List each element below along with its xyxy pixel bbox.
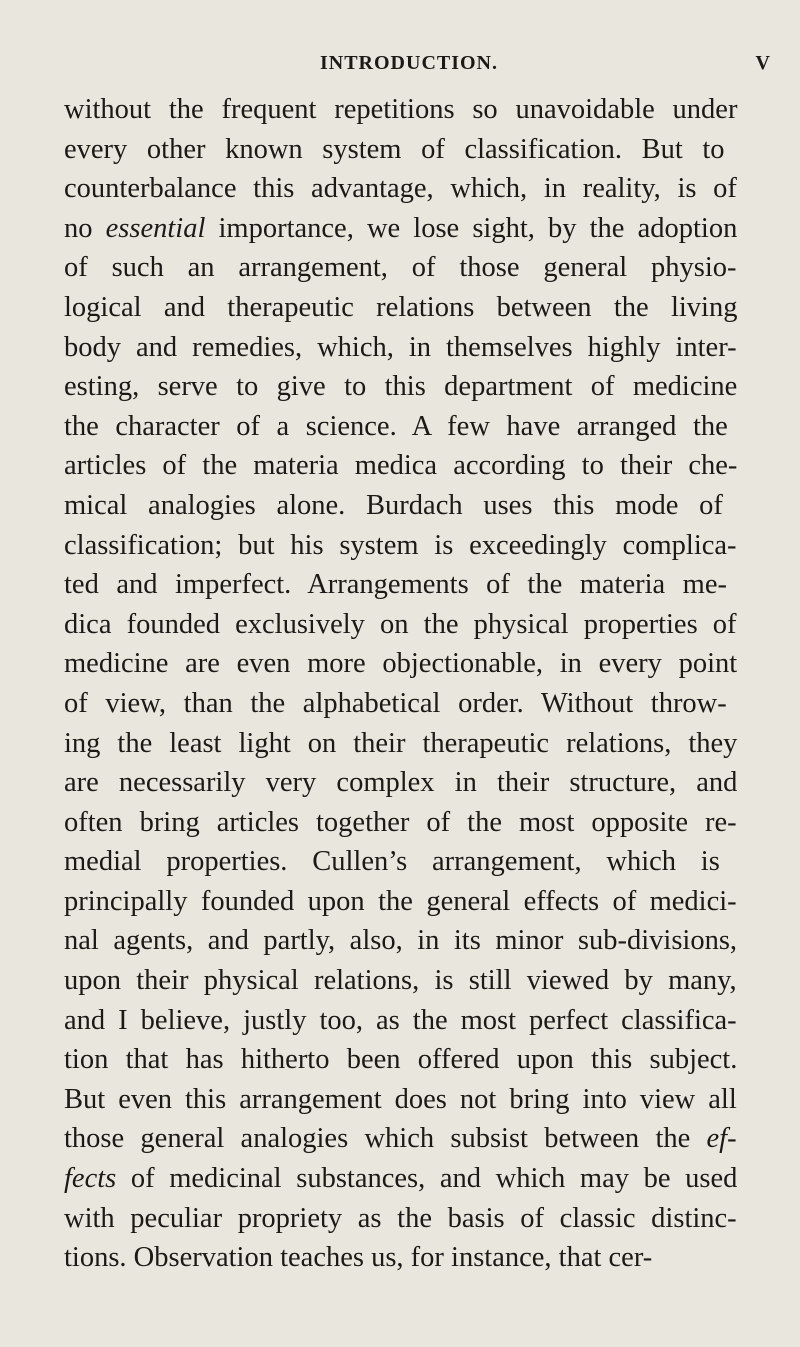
text-run: no bbox=[64, 212, 106, 244]
italic-text: fects bbox=[64, 1163, 117, 1195]
italic-text: essential bbox=[105, 212, 206, 244]
page-number: V bbox=[755, 52, 770, 74]
running-head bbox=[0, 52, 800, 82]
text-run: those general analogies which subsist between the bbox=[64, 1123, 707, 1155]
text-run: importance, we lose sight, by the adoption bbox=[205, 212, 738, 244]
italic-text: ef- bbox=[706, 1123, 737, 1155]
book-page: INTRODUCTION. V without the frequent repetitions so unavoidable under every other known system of classification. But to counterbalance this advantage, which, in reality, is of no essential importance, we lose sight, by the adoption of such an arrangement, of those general physio- logical and therapeutic relations between the living body and remedies, which, in themselves highly inter- esting, serve to give to this department of medicine the character of a science. A few have arranged the articles of the materia medica according to their che- mical analogies alone. Burdach uses this mode of classification; but his system is exceedingly complica- ted and imperfect. Arrangements of the materia me- dica founded exclusively on the physical properties of medicine are even more objectionable, in every point of view, than the alphabetical order. Without throw- ing the least light on their therapeutic relations, they are necessarily very complex in their structure, and often bring articles together of the most opposite re- medial properties. Cullen’s arrangement, which is principally founded upon the general effects of medici- nal agents, and partly, also, in its minor sub-divisions, upon their physical relations, is still viewed by many, and I believe, justly too, as the most perfect classifica- tion that has hitherto been offered upon this subject. But even this arrangement does not bring into view all those general analogies which subsist between the ef- fects of medicinal substances, and which may be used with peculiar propriety as the basis of classic distinc- tions. Observation teaches us, for instance, that cer- bbox=[0, 0, 800, 1347]
running-title: INTRODUCTION. bbox=[319, 52, 499, 74]
text-run: of medicinal substances, and which may be used bbox=[116, 1163, 738, 1195]
